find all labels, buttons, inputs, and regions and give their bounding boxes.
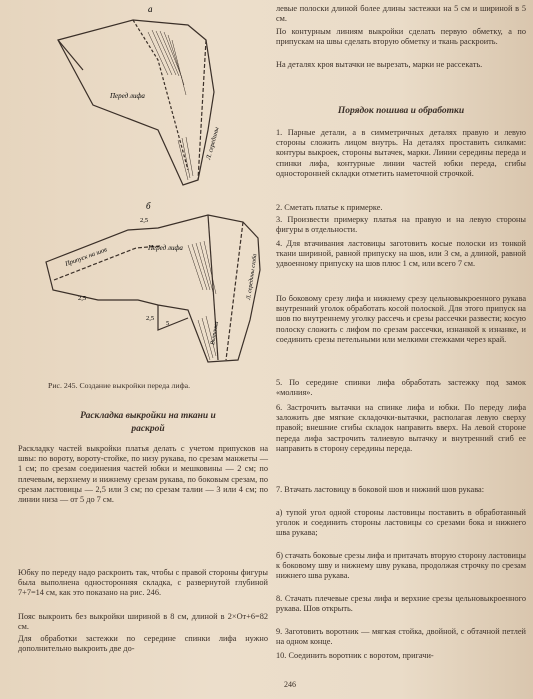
figure-text-fold: Л. середины сгиба bbox=[246, 253, 259, 301]
figure-text-dart: Вытачка bbox=[210, 321, 221, 346]
paragraph-belt: Пояс выкроить без выкройки шириной в 8 см, длиной в 2×От+6=82 см. bbox=[18, 612, 268, 632]
pattern-piece-a bbox=[58, 20, 214, 185]
step-7a: а) тупой угол одной стороны ластовицы поставить в обработанный уголок и соединить стороны ластовицы со срезами бока и нижнего шва рукава; bbox=[276, 508, 526, 538]
figure-label-b: б bbox=[146, 201, 151, 211]
figure-number-b: 2,5 bbox=[78, 295, 87, 302]
step-4: 4. Для втачивания ластовицы заготовить косые полоски из тонкой ткани шириной, равной припуску на шов, или 3 см, а длиной, равной удвоенному припуску на шов плюс 1 см, или всего 7 см. bbox=[276, 239, 526, 269]
paragraph-layout-allowances: Раскладку частей выкройки платья делать с учетом припусков на швы: по вороту, вороту-стойке, по низу рукава, по срезам манжеты — 1 см; по срезам соединения частей юбки и мешковины — 2 см; по плечевым, верхнему и нижнему срезам рукава, по боковым срезам, по срезам ластовицы — 2,5 или 3 см; по срезам талии — 3 или 4 см; по линии низа — от 5 до 7 см. bbox=[18, 444, 268, 505]
step-10: 10. Соединить воротник с воротом, пригачи- bbox=[276, 651, 434, 660]
step-6: 6. Застрочить вытачки на спинке лифа и юбки. По переду лифа заложить две мягкие складочки-вытачки, располагая левую сверху правой; внешние сгибы складок направить вверх. На левой стороне переда лифа застрочить талиевую вытачку и внутренний сгиб ее направить в сторону середины переда. bbox=[276, 403, 526, 453]
step-9: 9. Заготовить воротник — мягкая стойка, двойной, с обтачной петлей на одном конце. bbox=[276, 627, 526, 647]
figure-label-a: а bbox=[148, 4, 153, 14]
figure-number-c: 2,5 bbox=[146, 315, 155, 322]
step-5: 5. По середине спинки лифа обработать застежку под замок «молния». bbox=[276, 378, 526, 398]
section-heading-layout: Раскладка выкройки на ткани и раскрой bbox=[80, 411, 216, 434]
step-2: 2. Сметать платье к примерке. bbox=[276, 203, 383, 212]
paragraph-skirt: Юбку по переду надо раскроить так, чтобы с правой стороны фигуры была выполнена односторонняя складка, с развернутой глубиной 7+7=14 см, как это показано на рис. 246. bbox=[18, 568, 268, 598]
paragraph-closure: Для обработки застежки по середине спинки лифа нужно дополнительно выкроить две до- bbox=[18, 634, 268, 654]
page-number: 246 bbox=[284, 680, 296, 689]
paragraph-strips: левые полоски длиной более длины застежки на 5 см и шириной в 5 см. bbox=[276, 4, 526, 24]
pattern-piece-b bbox=[46, 215, 260, 362]
figure-text-front-bodice: Перед лифа bbox=[110, 92, 145, 100]
figure-text-allowance: Припуск на шов bbox=[64, 246, 109, 268]
step-8: 8. Стачать плечевые срезы лифа и верхние срезы цельновыкроенного рукава. Шов открыть. bbox=[276, 594, 526, 614]
step-4-continued: По боковому срезу лифа и нижнему срезу цельновыкроенного рукава внутренний уголок обработать косой полоской. Для этого припуск на шов по внутреннему уголку рассечь и срезы рассечки развести; косую полоску сложить с лифом по срезам рассечки, изнанкой к изнанке, и соединить срезы петельными или мелкими стежками через край. bbox=[276, 294, 526, 344]
paragraph-darts-note: На деталях кроя вытачки не вырезать, марки не рассекать. bbox=[276, 60, 483, 69]
figure-text-front-b: Перед лифа bbox=[148, 244, 183, 252]
figure-caption: Рис. 245. Создание выкройки переда лифа. bbox=[48, 381, 191, 390]
paragraph-overcast: По контурным линиям выкройки сделать первую обметку, а по припускам на швы сделать вторую обметку и ткань раскроить. bbox=[276, 27, 526, 47]
pattern-figure bbox=[38, 0, 273, 372]
step-7b: б) стачать боковые срезы лифа и притачать вторую сторону ластовицы к боковому шву и нижнему шву рукава, продолжая строчку по срезам нижнего шва рукава. bbox=[276, 551, 527, 581]
figure-number-d: 5 bbox=[166, 320, 170, 327]
section-heading-sewing: Порядок пошива и обработки bbox=[337, 106, 465, 116]
step-3: 3. Произвести примерку платья на правую и на левую стороны фигуры в отдельности. bbox=[276, 215, 526, 235]
step-1: 1. Парные детали, а в симметричных деталях правую и левую стороны сложить лицом внутрь. На деталях проставить силками: контуры выкроек, стороны вытачек, марки. Линии середины переда и спинки лифа, контурные линии частей юбки переда, сгибы односторонней складки отметить наметочной строчкой. bbox=[276, 128, 526, 178]
figure-number-a: 2,5 bbox=[140, 217, 149, 224]
figure-text-center-a: Л. середины bbox=[205, 126, 221, 161]
step-7: 7. Втачать ластовицу в боковой шов и нижний шов рукава: bbox=[276, 485, 485, 494]
